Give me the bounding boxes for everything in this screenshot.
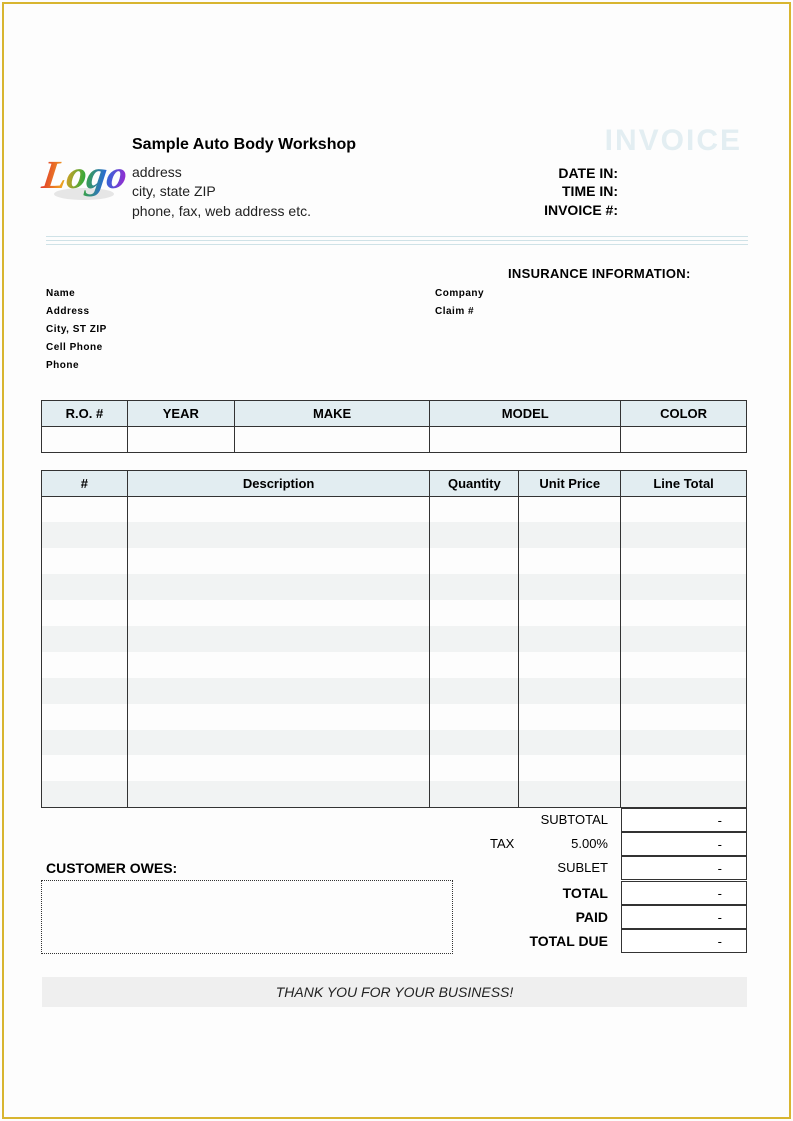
customer-owes-label: CUSTOMER OWES:: [46, 860, 178, 876]
model-cell[interactable]: [430, 427, 621, 453]
table-row[interactable]: [42, 497, 747, 523]
table-row[interactable]: [42, 574, 747, 600]
table-row[interactable]: [42, 600, 747, 626]
customer-address-label: Address: [46, 306, 90, 317]
table-row[interactable]: [42, 704, 747, 730]
quantity-header: Quantity: [430, 471, 519, 497]
unit-price-header: Unit Price: [519, 471, 621, 497]
color-cell[interactable]: [621, 427, 747, 453]
line-total-header: Line Total: [621, 471, 747, 497]
table-row[interactable]: [42, 730, 747, 756]
company-city: city, state ZIP: [132, 183, 216, 199]
customer-phone-label: Phone: [46, 360, 80, 371]
tax-value: -: [621, 832, 747, 856]
svg-text:Logo: Logo: [39, 152, 131, 197]
insurance-title: INSURANCE INFORMATION:: [508, 266, 691, 281]
table-row[interactable]: [42, 522, 747, 548]
table-row[interactable]: [42, 678, 747, 704]
color-header: COLOR: [621, 401, 747, 427]
make-cell[interactable]: [234, 427, 430, 453]
total-due-label: TOTAL DUE: [529, 933, 608, 949]
description-header: Description: [127, 471, 430, 497]
total-value: -: [621, 881, 747, 905]
table-row[interactable]: [42, 626, 747, 652]
thank-you-banner: THANK YOU FOR YOUR BUSINESS!: [42, 977, 747, 1007]
customer-city-label: City, ST ZIP: [46, 324, 107, 335]
sublet-value: -: [621, 856, 747, 880]
table-row[interactable]: [42, 781, 747, 807]
time-in-label: TIME IN:: [562, 183, 618, 199]
subtotal-value: -: [621, 808, 747, 832]
customer-cell-label: Cell Phone: [46, 342, 103, 353]
line-items-body: [42, 497, 747, 808]
tax-rate: 5.00%: [571, 836, 608, 851]
model-header: MODEL: [430, 401, 621, 427]
line-items-table: [41, 470, 747, 808]
customer-name-label: Name: [46, 288, 76, 299]
item-number-header: #: [42, 471, 128, 497]
header-divider: [46, 236, 748, 237]
ro-cell[interactable]: [42, 427, 128, 453]
year-cell[interactable]: [127, 427, 234, 453]
invoice-number-label: INVOICE #:: [544, 202, 618, 218]
year-header: YEAR: [127, 401, 234, 427]
header-divider: [46, 240, 748, 241]
vehicle-table: [41, 400, 747, 453]
total-due-value: -: [621, 929, 747, 953]
table-row[interactable]: [42, 652, 747, 678]
subtotal-label: SUBTOTAL: [540, 812, 608, 827]
company-contact: phone, fax, web address etc.: [132, 203, 311, 219]
sublet-label: SUBLET: [557, 860, 608, 875]
paid-value: -: [621, 905, 747, 929]
invoice-title: INVOICE: [604, 124, 742, 157]
paid-label: PAID: [575, 909, 608, 925]
company-name: Sample Auto Body Workshop: [132, 136, 357, 153]
table-row[interactable]: [42, 548, 747, 574]
customer-owes-box[interactable]: [41, 880, 453, 954]
table-row[interactable]: [42, 755, 747, 781]
insurance-company-label: Company: [435, 288, 485, 299]
company-address: address: [132, 164, 182, 180]
ro-header: R.O. #: [42, 401, 128, 427]
header-divider: [46, 244, 748, 245]
total-label: TOTAL: [562, 885, 608, 901]
insurance-claim-label: Claim #: [435, 306, 475, 317]
date-in-label: DATE IN:: [558, 165, 618, 181]
company-logo: [39, 136, 131, 212]
tax-label: TAX: [490, 836, 515, 851]
make-header: MAKE: [234, 401, 430, 427]
